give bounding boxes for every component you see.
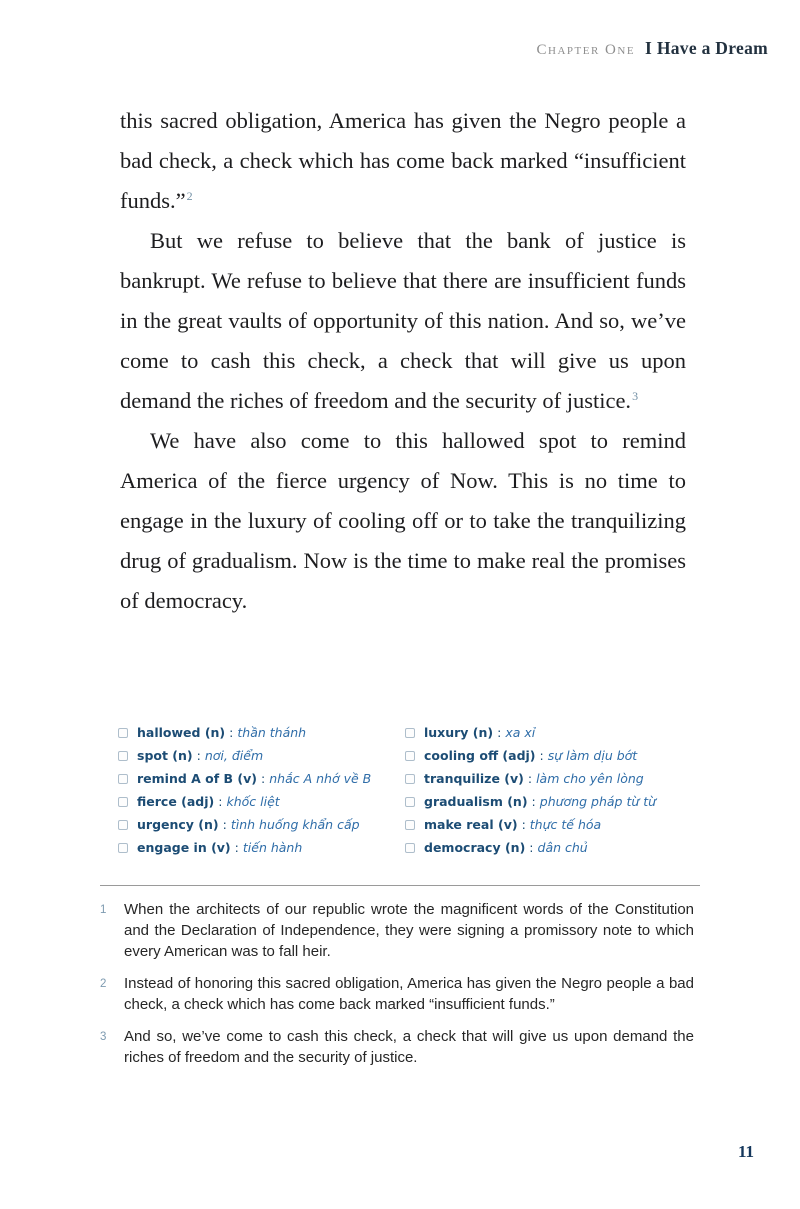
vocab-item (405, 771, 656, 786)
vocab-term: luxury (n) (424, 725, 494, 740)
vocab-definition: khốc liệt (226, 794, 280, 809)
footnote-number: 2 (100, 978, 107, 990)
vocab-separator: : (196, 748, 201, 763)
paragraph-text: We have also come to this hallowed spot to remind America of the fierce urgency of Now. This is no time to engage in the luxury of cooling off or to take the tranquilizing drug of gradualism. Now is the time to make real the promises of democracy. (120, 428, 686, 613)
vocab-definition: xa xỉ (505, 725, 536, 740)
footnote-text: And so, we’ve come to cash this check, a check that will give us upon demand the riches of freedom and the security of justice. (124, 1028, 694, 1066)
vocab-definition: tình huống khẩn cấp (230, 817, 360, 832)
page-header (0, 0, 800, 59)
vocab-column-left (118, 725, 405, 863)
vocab-definition: thần thánh (237, 725, 307, 740)
vocab-item (118, 725, 405, 740)
paragraph (120, 101, 686, 221)
vocab-separator: : (529, 840, 534, 855)
vocab-checkbox[interactable] (118, 820, 128, 830)
chapter-label: Chapter One (536, 42, 636, 58)
footnote-reference: 2 (186, 188, 193, 203)
vocab-term: tranquilize (v) (424, 771, 524, 786)
vocab-term: spot (n) (137, 748, 193, 763)
page-number: 11 (737, 1142, 754, 1161)
vocab-separator: : (218, 794, 223, 809)
vocab-checkbox[interactable] (118, 843, 128, 853)
vocab-checkbox[interactable] (405, 797, 415, 807)
vocab-separator: : (531, 794, 536, 809)
vocab-checkbox[interactable] (405, 820, 415, 830)
vocab-term: cooling off (adj) (424, 748, 536, 763)
vocabulary-section (118, 725, 800, 863)
vocab-checkbox[interactable] (118, 774, 128, 784)
vocab-checkbox[interactable] (405, 728, 415, 738)
vocab-checkbox[interactable] (118, 751, 128, 761)
vocab-definition: dân chủ (537, 840, 588, 855)
vocab-definition: phương pháp từ từ (539, 794, 657, 809)
vocab-separator: : (261, 771, 266, 786)
vocab-checkbox[interactable] (405, 843, 415, 853)
vocab-item (405, 794, 656, 809)
vocab-definition: nơi, điểm (204, 748, 264, 763)
paragraph (120, 421, 686, 621)
paragraph-text: But we refuse to believe that the bank of justice is bankrupt. We refuse to believe that there are insufficient funds in the great vaults of opportunity of this nation. And so, we’ve come to cash this check, a check that will give us upon demand the riches of freedom and the security of justice. (120, 228, 686, 413)
vocab-definition: sự làm dịu bớt (547, 748, 638, 763)
vocab-checkbox[interactable] (118, 797, 128, 807)
vocab-separator: : (222, 817, 227, 832)
vocab-item (118, 748, 405, 763)
vocab-term: gradualism (n) (424, 794, 528, 809)
vocab-item (405, 748, 656, 763)
vocab-term: remind A of B (v) (137, 771, 258, 786)
vocab-separator: : (497, 725, 502, 740)
vocab-item (118, 794, 405, 809)
vocab-item (405, 840, 656, 855)
vocab-checkbox[interactable] (118, 728, 128, 738)
footnote-number: 3 (100, 1031, 107, 1043)
vocab-definition: làm cho yên lòng (536, 771, 644, 786)
vocab-separator: : (521, 817, 526, 832)
paragraph-text: this sacred obligation, America has given the Negro people a bad check, a check which has come back marked “insufficient funds.” (120, 108, 686, 213)
vocab-separator: : (234, 840, 239, 855)
vocab-checkbox[interactable] (405, 751, 415, 761)
vocab-item (118, 817, 405, 832)
footnote (100, 899, 694, 962)
footnote (100, 1026, 694, 1068)
chapter-title: I Have a Dream (645, 38, 768, 58)
footnote-text: Instead of honoring this sacred obligation, America has given the Negro people a bad check, a check which has come back marked “insufficient funds.” (124, 975, 694, 1013)
vocab-item (405, 725, 656, 740)
vocab-definition: tiến hành (242, 840, 303, 855)
vocab-item (118, 771, 405, 786)
vocab-column-right (405, 725, 656, 863)
paragraph (120, 221, 686, 421)
vocab-term: democracy (n) (424, 840, 526, 855)
vocab-checkbox[interactable] (405, 774, 415, 784)
footnote-number: 1 (100, 904, 107, 916)
vocab-term: make real (v) (424, 817, 518, 832)
vocab-separator: : (527, 771, 533, 786)
vocab-item (118, 840, 405, 855)
body-text (120, 101, 686, 621)
footnote-reference: 3 (632, 388, 639, 403)
footnotes-section (100, 899, 694, 1068)
vocab-separator: : (229, 725, 234, 740)
vocab-separator: : (539, 748, 544, 763)
vocab-term: urgency (n) (137, 817, 219, 832)
vocab-term: engage in (v) (137, 840, 231, 855)
vocab-term: fierce (adj) (137, 794, 215, 809)
vocab-definition: thực tế hóa (529, 817, 602, 832)
vocab-item (405, 817, 656, 832)
footnote (100, 973, 694, 1015)
vocab-term: hallowed (n) (137, 725, 226, 740)
footnote-divider (100, 885, 700, 886)
vocab-definition: nhắc A nhớ về B (269, 771, 372, 786)
footnote-text: When the architects of our republic wrote the magnificent words of the Constitution and the Declaration of Independence, they were signing a promissory note to which every American was to fall heir. (124, 901, 694, 960)
